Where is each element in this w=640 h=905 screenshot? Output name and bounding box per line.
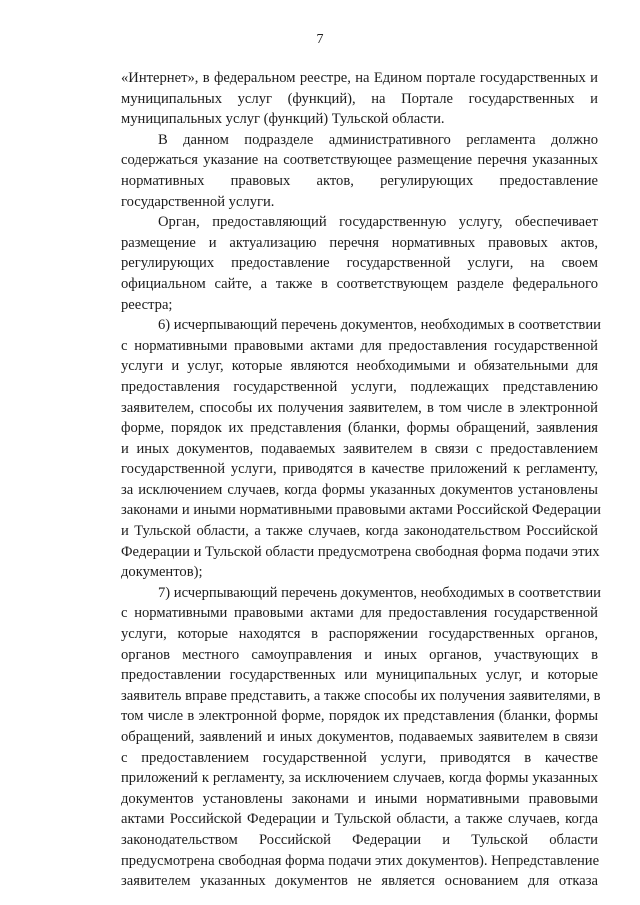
text-line: 6) исчерпывающий перечень документов, необходимых в соответствии — [158, 317, 601, 334]
text-line: документов установлены законами и иными нормативными правовыми — [121, 790, 598, 807]
text-line: актами Российской Федерации и Тульской области, а также случаев, когда — [121, 811, 598, 828]
page-number: 7 — [316, 32, 324, 47]
text-line: предусмотрена свободная форма подачи этих документов). Непредставление — [121, 852, 600, 869]
text-line: приложений к регламенту, за исключением случаев, когда формы указанных — [121, 770, 598, 787]
text-line: Федерации и Тульской области предусмотрена свободная форма подачи этих — [121, 543, 600, 560]
text-line: содержаться указание на соответствующее размещение перечня указанных — [121, 152, 598, 169]
text-line: обращений, заявлений и иных документов, подаваемых заявителем в связи — [121, 729, 598, 745]
text-line: предоставлении государственных или муниципальных услуг, и которые — [121, 667, 598, 684]
text-line: государственной услуги, приводятся в качестве приложений к регламенту, — [121, 461, 598, 478]
text-line: законодательством Российской Федерации и Тульской области — [121, 831, 598, 848]
text-line: законами и иными нормативными правовыми актами Российской Федерации — [121, 502, 601, 519]
text-line: том числе в электронной форме, порядок их представления (бланки, формы — [121, 708, 598, 725]
text-line: реестра; — [121, 296, 173, 313]
text-line: Орган, предоставляющий государственную услугу, обеспечивает — [158, 214, 598, 231]
text-line: за исключением случаев, когда формы указанных документов установлены — [121, 481, 598, 498]
text-line: с нормативными правовыми актами для предоставления государственной — [121, 337, 598, 354]
text-line: муниципальных услуг (функций) Тульской области. — [121, 111, 445, 128]
text-line: «Интернет», в федеральном реестре, на Едином портале государственных и — [121, 70, 598, 86]
text-line: предоставления государственной услуги, подлежащих представлению — [121, 378, 598, 395]
text-line: нормативных правовых актов, регулирующих предоставление — [121, 172, 598, 189]
text-line: государственной услуги. — [121, 193, 275, 210]
text-line: размещение и актуализацию перечня нормативных правовых актов, — [121, 234, 598, 251]
text-line: и иных документов, подаваемых заявителем в связи с предоставлением — [121, 440, 598, 457]
text-line: услуги и услуг, которые являются необходимыми и обязательными для — [121, 358, 598, 375]
body-text — [121, 68, 601, 892]
text-line: форме, порядок их представления (бланки, формы обращений, заявления — [121, 420, 598, 437]
text-line: муниципальных услуг (функций), на Портале государственных и — [121, 90, 598, 107]
text-line: и Тульской области, а также случаев, когда законодательством Российской — [121, 523, 598, 540]
text-line: официальном сайте, а также в соответствующем разделе федерального — [121, 275, 598, 292]
text-line: В данном подразделе административного регламента должно — [158, 131, 598, 148]
text-line: регулирующих предоставление государственной услуги, на своем — [121, 255, 598, 272]
text-line: документов); — [121, 564, 203, 581]
text-line: заявителем указанных документов не является основанием для отказа — [121, 873, 598, 890]
text-line: с нормативными правовыми актами для предоставления государственной — [121, 605, 598, 622]
text-line: заявитель вправе представить, а также способы их получения заявителями, в — [121, 687, 601, 704]
text-line: услуги, которые находятся в распоряжении государственных органов, — [121, 626, 598, 643]
text-line: 7) исчерпывающий перечень документов, необходимых в соответствии — [158, 584, 601, 601]
text-line: заявителем, способы их получения заявителем, в том числе в электронной — [121, 399, 598, 416]
text-line: с предоставлением государственной услуги, приводятся в качестве — [121, 749, 598, 766]
text-line: органов местного самоуправления и иных органов, участвующих в — [121, 646, 598, 663]
